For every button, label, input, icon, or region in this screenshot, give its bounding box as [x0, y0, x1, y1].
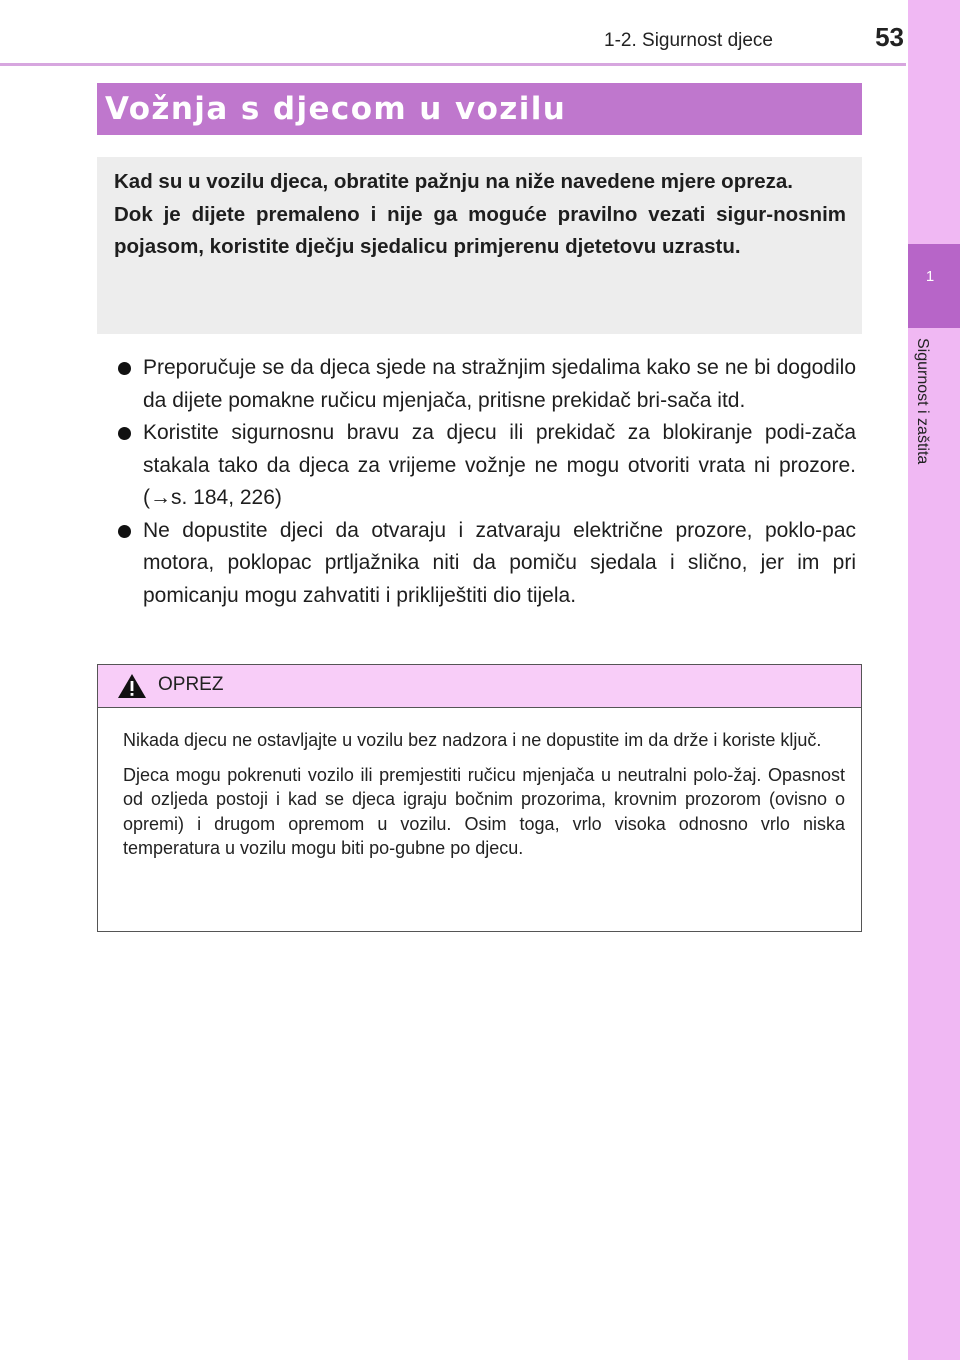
page-title: Vožnja s djecom u vozilu — [105, 91, 567, 127]
chapter-tab-active[interactable] — [908, 244, 960, 328]
bullet-icon — [118, 525, 131, 538]
warning-triangle-icon — [117, 673, 147, 699]
section-reference: 1-2. Sigurnost djece — [604, 30, 773, 51]
caution-paragraph: Djeca mogu pokrenuti vozilo ili premjestiti ručicu mjenjača u neutralni polo-žaj. Opasnost od ozljeda postoji i kad se djeca igraju bočnim prozorima, krovnim prozorom (ovisno o opremi) i drugom opremom u vozilu. Osim toga, vrlo visoka odnosno vrlo niska temperatura u vozilu mogu biti po-gubne po djecu. — [123, 764, 845, 858]
caution-box — [97, 664, 862, 932]
caution-paragraph: Nikada djecu ne ostavljajte u vozilu bez nadzora i ne dopustite im da drže i koriste ključ. — [123, 730, 822, 750]
chapter-number: 1 — [925, 268, 935, 285]
list-item — [116, 352, 856, 417]
intro-paragraph: Kad su u vozilu djeca, obratite pažnju na niže navedene mjere opreza. — [114, 170, 793, 193]
list-item-text: Ne dopustite djeci da otvaraju i zatvaraju električne prozore, poklo-pac motora, poklopac prtljažnika niti da pomiču sjedala i slično, jer im pri pomicanju mogu zahvatiti i prikliještiti dio tijela. — [143, 518, 856, 607]
list-item-text: Koristite sigurnosnu bravu za djecu ili prekidač za blokiranje podi-zača stakala tako da djeca za vrijeme vožnje ne mogu otvoriti vrata ni prozore. (→s. 184, 226) — [143, 421, 856, 509]
caution-title: OPREZ — [158, 674, 224, 695]
section-title-bar — [97, 83, 862, 135]
list-item — [116, 515, 856, 613]
caution-header — [98, 665, 861, 708]
list-item-text: Preporučuje se da djeca sjede na stražnjim sjedalima kako se ne bi dogodilo da dijete pomakne ručicu mjenjača, pritisne prekidač bri-sača itd. — [143, 356, 856, 412]
intro-box — [97, 157, 862, 334]
list-item — [116, 417, 856, 515]
intro-paragraph: Dok je dijete premaleno i nije ga moguće pravilno vezati sigur-nosnim pojasom, koristite dječju sjedalicu primjerenu djetetovu uzrastu. — [114, 202, 846, 258]
bullet-icon — [118, 427, 131, 440]
header-divider — [0, 63, 906, 66]
chapter-label: Sigurnost i zaštita — [914, 338, 931, 465]
page-number: 53 — [875, 22, 904, 52]
bullet-icon — [118, 362, 131, 375]
bullet-list — [116, 352, 856, 612]
caution-body — [98, 708, 861, 861]
chapter-side-tab — [908, 0, 960, 1360]
